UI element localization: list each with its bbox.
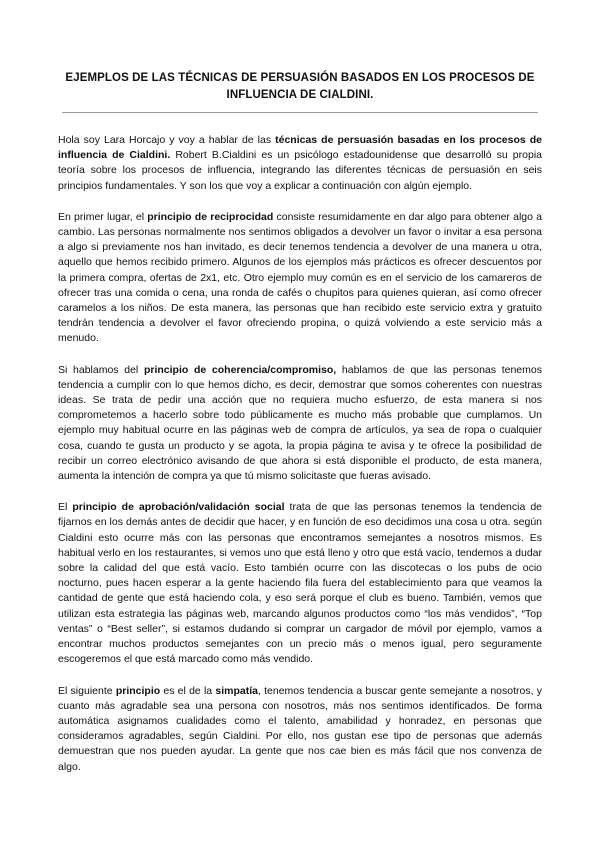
sympathy-text: El siguiente [58,684,116,697]
coherence-text-rest: hablamos de que las personas tenemos tendencia a cumplir con lo que hemos dicho, es decir, demostrar que somos coherentes con nuestras ideas. Se trata de pedir una acción que no requiera mucho esfuerzo, de esta manera si nos comprometemos a hacerlo sobre todo públicamente es mucho más probable que cumplamos. Un ejemplo muy habitual ocurre en las páginas web de compra de artículos, ya sea de ropa o cualquier cosa, cuando te gusta un producto y se agota, la propia página te avisa y te ofrece la posibilidad de recibir un correo electrónico avisando de que ahora si está disponible el producto, de esta manera, aumenta la intención de compra ya que tú mismo solicitaste que fueras avisado. [58,363,542,483]
sympathy-text-mid: es el de la [160,684,216,697]
paragraph-coherence [58,363,542,485]
reciprocity-text-rest: consiste resumidamente en dar algo para obtener algo a cambio. Las personas normalmente nos sentimos obligados a devolver un favor o invitar a esa persona a algo si previamente nos han invitado, es decir tenemos tendencia a devolver de una manera u otra, aquello que hemos recibido primero. Algunos de los ejemplos más prácticos es ofrecer descuentos por la primera compra, ofertas de 2x1, etc. Otro ejemplo muy común es en el servicio de los camareros de ofrecer tras una comida o cena, una ronda de cafés o chupitos para quienes quieran, así como ofrecer caramelos a los niños. De esta manera, las personas que han recibido este servicio extra y gratuito tendrán tendencia a devolver el favor ofreciendo propina, o quizá volviendo a este servicio más a menudo. [58,210,542,345]
intro-text-rest: Robert B.Cialdini es un psicólogo estadounidense que desarrolló su propia teoría sobre los procesos de influencia, integrando las diferentes técnicas de persuasión en seis principios fundamentales. Y son los que voy a explicar a continuación con algún ejemplo. [58,149,542,192]
social-proof-bold-term: principio de aprobación/validación social [72,501,285,514]
sympathy-bold-term: simpatía [215,684,258,697]
coherence-bold-term: principio de coherencia/compromiso, [143,363,337,376]
document-body [58,133,542,791]
paragraph-social-proof [58,500,542,667]
sympathy-text-rest: , tenemos tendencia a buscar gente semejante a nosotros, y cuanto más agradable sea una persona con nosotros, más nos sentimos identificados. De forma automática asignamos cualidades como el talento, amabilidad y honradez, en personas que consideramos agradables, según Cialdini. Por ello, nos gustan ese tipo de personas que además demuestran que nos pueden ayudar. La gente que nos cae bien es más fácil que nos convenza de algo. [58,684,543,773]
paragraph-sympathy [58,684,542,775]
social-proof-text: El [58,501,73,514]
document-title: EJEMPLOS DE LAS TÉCNICAS DE PERSUASIÓN BASADOS EN LOS PROCESOS DE INFLUENCIA DE CIALDINI. [65,72,535,101]
social-proof-text-rest: trata de que las personas tenemos la tendencia de fijarnos en los demás antes de decidir que hacer, y en función de eso decidimos una cosa u otra. según Cialdini esto ocurre más con las personas que encontramos semejantes a nosotros mismos. Es habitual verlo en los restaurantes, si vemos uno que está lleno y otro que está vacío, tendemos a dudar sobre la calidad del que está vacío. Esto también ocurre con las discotecas o los pubs de ocio nocturno, pues hacen esperar a la gente haciendo fila fuera del establecimiento para que veamos la cantidad de gente que está haciendo cola, y eso será porque el club es bueno. También, vemos que utilizan esta estrategia las páginas web, marcando algunos productos como “los más vendidos”, “Top ventas” o “Best seller”, si estamos dudando si comprar un cargador de móvil por ejemplo, vamos a encontrar muchos productos semejantes con un precio más o menos igual, pero seguramente escogeremos el que está marcado como más vendido. [58,501,542,666]
reciprocity-text: En primer lugar, el [58,210,148,223]
coherence-text: Si hablamos del [58,363,144,376]
intro-bold-topic: técnicas de persuasión basadas en los procesos de influencia de Cialdini. [58,134,542,162]
paragraph-introduction [58,133,542,194]
title-divider [62,112,538,113]
sympathy-bold-principle: principio [115,684,161,697]
reciprocity-bold-term: principio de reciprocidad [147,210,274,223]
paragraph-reciprocity [58,210,542,347]
intro-text: Hola soy Lara Horcajo y voy a hablar de las [58,134,276,146]
